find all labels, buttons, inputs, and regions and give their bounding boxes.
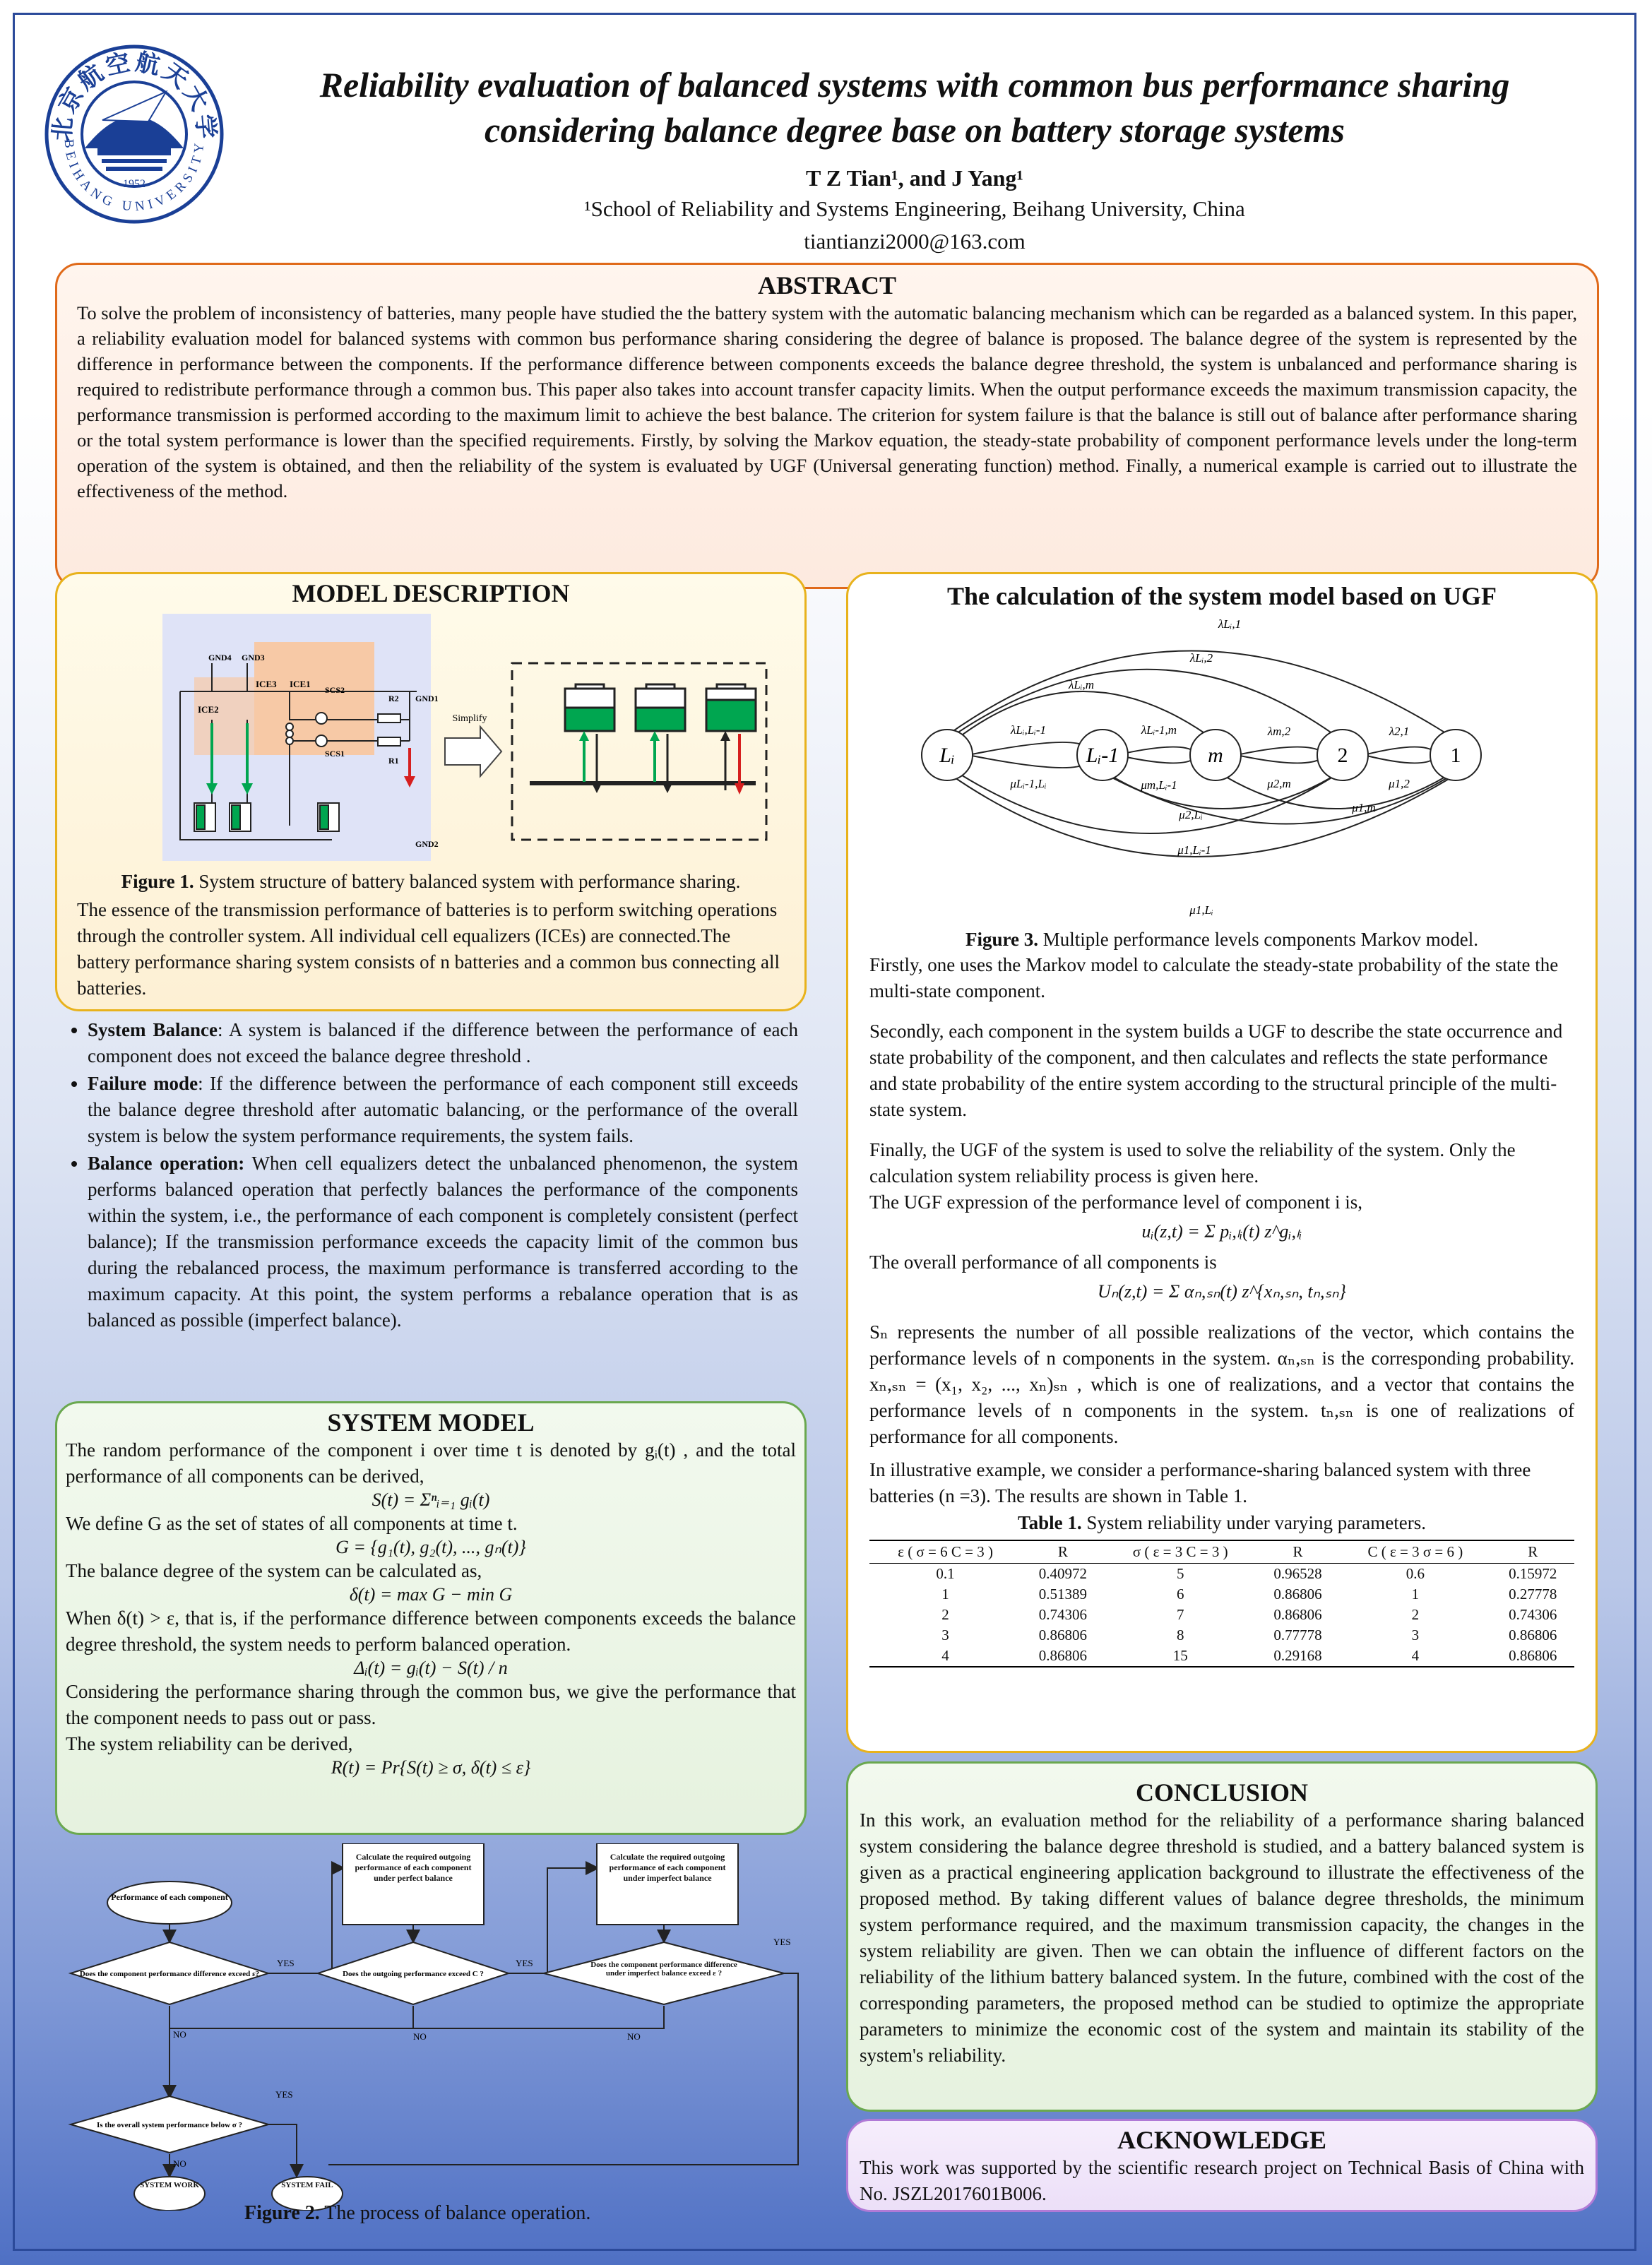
svg-text:Is the overall system performa: Is the overall system performance below σ ? <box>96 2121 243 2129</box>
svg-text:Simplify: Simplify <box>452 713 487 724</box>
svg-text:μLᵢ-1,Lᵢ: μLᵢ-1,Lᵢ <box>1010 777 1047 790</box>
svg-text:NO: NO <box>173 2158 186 2169</box>
table-header: R <box>1021 1540 1105 1564</box>
ugf-panel <box>846 572 1598 1753</box>
table-header: R <box>1256 1540 1340 1564</box>
svg-text:GND2: GND2 <box>415 839 439 849</box>
definition-list <box>59 1017 798 1335</box>
system-model-p6: The system reliability can be derived, <box>66 1733 353 1754</box>
svg-text:GND3: GND3 <box>242 653 265 662</box>
svg-text:λLᵢ,1: λLᵢ,1 <box>1218 617 1242 631</box>
svg-text:SCS2: SCS2 <box>325 685 345 695</box>
svg-text:YES: YES <box>773 1937 791 1947</box>
svg-text:GND1: GND1 <box>415 694 439 703</box>
email: tiantianzi2000@163.com <box>804 229 1026 254</box>
svg-text:μ2,m: μ2,m <box>1267 777 1291 790</box>
model-description-text: The essence of the transmission performance of batteries is to perform switching operations through the controller system. All individual cell equalizers (ICEs) are connected.The battery performance sharing system consists of n batteries and a common bus connecting all batteries. <box>77 899 780 999</box>
affiliation: ¹School of Reliability and Systems Engineering, Beihang University, China <box>584 196 1245 221</box>
svg-text:λLᵢ,2: λLᵢ,2 <box>1189 651 1213 665</box>
svg-text:λLᵢ-1,m: λLᵢ-1,m <box>1141 723 1177 737</box>
svg-text:YES: YES <box>277 1958 295 1968</box>
table-header: R <box>1491 1540 1574 1564</box>
conclusion-text: In this work, an evaluation method for the reliability of a performance sharing balanced system considering the balance degree threshold is studied, and a battery balanced system is given as a practical engineering application background to illustrate the effectiveness of the proposed method. By taking different values of balance degree thresholds, the minimum system performance required, and the maximum transmission capacity, the changes in the system reliability are given. Then we can obtain the influence of different factors on the reliability of the lithium battery balanced system. In the future, combined with the cost of the corresponding parameters, the proposed method can be studied to optimize the appropriate parameters to minimize the economic cost of the system and maintain its stability of the system's reliability. <box>860 1809 1584 2066</box>
figure3-caption: Figure 3. Multiple performance levels components Markov model. <box>965 929 1479 950</box>
formula-state-set: G = {g₁(t), g₂(t), ..., gₙ(t)} <box>335 1537 526 1557</box>
svg-text:ICE2: ICE2 <box>198 704 219 715</box>
svg-text:SCS1: SCS1 <box>325 749 345 759</box>
system-model-title: SYSTEM MODEL <box>327 1408 535 1437</box>
bullet-system-balance: • System Balance: A system is balanced if the difference between the performance of each component does not exceed the balance degree threshold . <box>88 1017 798 1069</box>
poster-title: Reliability evaluation of balanced systems with common bus performance sharing considering balance degree base on battery storage systems <box>319 65 1510 150</box>
figure1-caption: Figure 1. System structure of battery balanced system with performance sharing. <box>121 871 741 892</box>
acknowledge-text: This work was supported by the scientific research project on Technical Basis of China with No. JSZL2017601B006. <box>860 2157 1584 2204</box>
markov-model-diagram <box>869 614 1576 925</box>
table-row: 2 0.74306 7 0.86806 2 0.74306 <box>941 1606 1557 1623</box>
formula-reliability: R(t) = Pr{S(t) ≥ σ, δ(t) ≤ ε} <box>331 1757 531 1778</box>
acknowledge-title: ACKNOWLEDGE <box>1117 2126 1327 2154</box>
system-model-p3: The balance degree of the system can be calculated as, <box>66 1560 482 1581</box>
reliability-table <box>869 1540 1574 1667</box>
conclusion-panel <box>846 1761 1598 2112</box>
svg-text:m: m <box>1208 744 1223 767</box>
svg-text:NO: NO <box>627 2031 641 2042</box>
formula-total-performance: S(t) = Σⁿᵢ₌₁ gᵢ(t) <box>372 1490 490 1510</box>
table-row: 0.1 0.40972 5 0.96528 0.6 0.15972 <box>936 1565 1557 1582</box>
ugf-p6: Sₙ represents the number of all possible realizations of the vector, which contains the performance levels of n components in the system. αₙ,ₛₙ is the corresponding probability. xₙ,ₛₙ = (x₁, x₂, ..., xₙ)ₛₙ , which is one of realizations, and a vector that contains the performance levels of n components in the system. tₙ,ₛₙ is one of realizations of performance for all components. <box>869 1321 1574 1447</box>
ugf-title: The calculation of the system model based on UGF <box>947 582 1497 610</box>
svg-text:NO: NO <box>173 2029 186 2040</box>
svg-text:μ1,2: μ1,2 <box>1389 777 1410 790</box>
svg-text:λLᵢ,Lᵢ-1: λLᵢ,Lᵢ-1 <box>1010 723 1047 737</box>
svg-text:Performance of each component: Performance of each component <box>111 1892 228 1902</box>
battery-circuit-diagram <box>78 614 784 868</box>
acknowledge-panel <box>846 2119 1598 2212</box>
bullet-balance-operation: • Balance operation: When cell equalizers detect the unbalanced phenomenon, the system performs balanced operation that perfectly balances the performance of the components within the system, i.e., the performance of each component is completely consistent (perfect balance); If the transmission performance exceeds the capacity limit of the common bus during the rebalanced process, the maximum performance is transferred according to the maximum capacity. At this point, the system performs a rebalance operation that is as balanced as possible (imperfect balance). <box>88 1151 798 1333</box>
svg-text:YES: YES <box>275 2089 293 2100</box>
svg-text:ICE1: ICE1 <box>290 679 311 689</box>
svg-text:NO: NO <box>413 2031 427 2042</box>
bullet-failure-mode: • Failure mode: If the difference between the performance of each component still exceeds the balance degree threshold after automatic balancing, or the performance of the overall system is below the system performance requirements, the system fails. <box>88 1071 798 1149</box>
svg-text:BEIHANG UNIVERSITY: BEIHANG UNIVERSITY <box>61 138 208 215</box>
svg-text:μ1,Lᵢ-1: μ1,Lᵢ-1 <box>1177 843 1211 857</box>
table-header: ε ( σ = 6 C = 3 ) <box>869 1540 1021 1564</box>
ugf-p4: The UGF expression of the performance level of component i is, <box>869 1191 1363 1213</box>
svg-text:1952: 1952 <box>123 178 145 190</box>
svg-text:μm,Lᵢ-1: μm,Lᵢ-1 <box>1141 778 1177 792</box>
formula-component-ugf: uᵢ(z,t) = Σ pᵢ,ₗᵢ(t) z^gᵢ,ₗᵢ <box>1141 1221 1302 1242</box>
svg-text:λm,2: λm,2 <box>1267 725 1291 738</box>
balance-operation-flowchart: Performance of each component Does the component performance difference exceed ε? Calculate the required outgoing performance of each component under perfect balance Does the outgoing performance exceed C ? Calculate the required outgoing performance of each component under imperfect balance Does the component performance difference under imperfect balance exceed ε ? Is the overall system performance below σ ? SYSTEM WORK SYSTEM FAIL YES YES YES YES NO NO NO NO <box>57 1843 819 2211</box>
formula-balance-degree: δ(t) = max G − min G <box>349 1584 513 1605</box>
ugf-p2: Secondly, each component in the system builds a UGF to describe the state occurrence and state probability of the component, and then calculates and reflects the state performance and state probability of the entire system according to the structural principle of the multi-state system. <box>869 1021 1563 1120</box>
system-model-p1: The random performance of the component i over time t is denoted by gᵢ(t) , and the total performance of all components can be derived, <box>66 1439 796 1487</box>
figure2-caption: Figure 2. The process of balance operation. <box>244 2202 591 2224</box>
svg-text:Does the component performance: Does the component performance difference exceed ε? <box>79 1970 260 1978</box>
svg-text:Does the outgoing performance: Does the outgoing performance exceed C ? <box>343 1970 484 1978</box>
svg-text:GND4: GND4 <box>208 653 232 662</box>
ugf-p1: Firstly, one uses the Markov model to calculate the steady-state probability of the state the multi-state component. <box>869 954 1559 1001</box>
model-description-panel <box>55 572 807 1011</box>
svg-text:Lᵢ: Lᵢ <box>939 744 955 767</box>
svg-text:μ2,Lᵢ: μ2,Lᵢ <box>1179 808 1203 821</box>
svg-text:Lᵢ-1: Lᵢ-1 <box>1086 744 1119 767</box>
table-header: σ ( ε = 3 C = 3 ) <box>1105 1540 1256 1564</box>
system-model-p4: When δ(t) > ε, that is, if the performance difference between components exceeds the balance degree threshold, the system needs to perform balanced operation. <box>66 1607 796 1655</box>
svg-text:1: 1 <box>1450 744 1461 767</box>
table-row: 4 0.86806 15 0.29168 4 0.86806 <box>869 1646 1574 1667</box>
system-model-panel <box>55 1401 807 1835</box>
svg-text:2: 2 <box>1337 744 1348 767</box>
ugf-p5: The overall performance of all components is <box>869 1252 1217 1273</box>
svg-text:μ1,Lᵢ: μ1,Lᵢ <box>1189 903 1213 917</box>
ugf-p7: In illustrative example, we consider a performance-sharing balanced system with three batteries (n =3). The results are shown in Table 1. <box>869 1459 1531 1506</box>
svg-text:YES: YES <box>516 1958 533 1968</box>
svg-text:ICE3: ICE3 <box>256 679 277 689</box>
table-row: 1 0.51389 6 0.86806 1 0.27778 <box>941 1586 1557 1603</box>
svg-text:北京航空航天大学: 北京航空航天大学 <box>49 49 220 143</box>
abstract-panel <box>55 263 1599 589</box>
table-header: C ( ε = 3 σ = 6 ) <box>1339 1540 1491 1564</box>
abstract-title: ABSTRACT <box>757 271 897 299</box>
svg-text:μ1,m: μ1,m <box>1352 801 1376 814</box>
university-logo <box>42 42 226 226</box>
formula-delta: Δᵢ(t) = gᵢ(t) − S(t) / n <box>354 1658 508 1678</box>
svg-text:R2: R2 <box>388 694 399 703</box>
svg-text:R1: R1 <box>388 756 399 766</box>
model-description-title: MODEL DESCRIPTION <box>292 579 570 607</box>
ugf-p3: Finally, the UGF of the system is used to solve the reliability of the system. Only the calculation system reliability process is given here. <box>869 1139 1516 1187</box>
table-row: 3 0.86806 8 0.77778 3 0.86806 <box>941 1627 1557 1643</box>
svg-text:λLᵢ,m: λLᵢ,m <box>1068 678 1095 691</box>
authors: T Z Tian¹, and J Yang¹ <box>806 165 1023 191</box>
abstract-text: To solve the problem of inconsistency of batteries, many people have studied the the battery system with the automatic balancing mechanism which can be regarded as a balanced system. In this paper, a reliability evaluation model for balanced systems with common bus performance sharing considering the degree of balance is proposed. The balance degree of the system is represented by the difference in performance between the components. If the performance difference between components exceeds the balance degree threshold, the system is unbalanced and performance sharing is required to redistribute performance through a common bus. This paper also takes into account transfer capacity limits. When the output performance exceeds the maximum transmission capacity, the performance transmission is performed according to the maximum limit to achieve the best balance. The criterion for system failure is that the balance is still out of balance after performance sharing or the total system performance is lower than the specified requirements. Firstly, by solving the Markov equation, the steady-state probability of component performance levels under the long-term operation of the system is obtained, and then the reliability of the system is evaluated by UGF (Universal generating function) method. Finally, a numerical example is carried out to illustrate the effectiveness of the method. <box>77 302 1577 501</box>
system-model-p2: We define G as the set of states of all components at time t. <box>66 1513 518 1534</box>
system-model-p5: Considering the performance sharing through the common bus, we give the performance that the component needs to pass out or pass. <box>66 1681 796 1728</box>
table1-caption: Table 1. System reliability under varying parameters. <box>1018 1512 1426 1533</box>
conclusion-title: CONCLUSION <box>1135 1778 1309 1807</box>
formula-system-ugf: Uₙ(z,t) = Σ αₙ,ₛₙ(t) z^{xₙ,ₛₙ, tₙ,ₛₙ} <box>1098 1281 1346 1302</box>
svg-text:λ2,1: λ2,1 <box>1389 725 1410 738</box>
